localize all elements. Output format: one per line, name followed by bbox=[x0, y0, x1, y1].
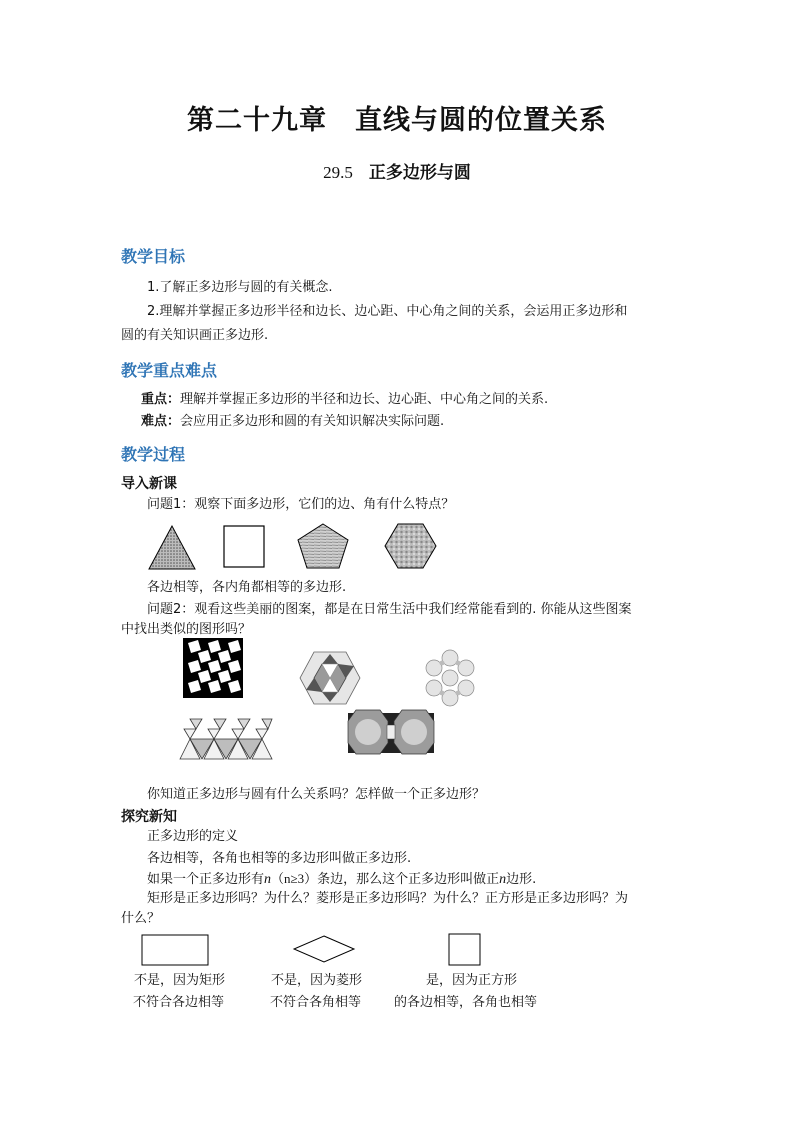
chapter-title: 第二十九章 直线与圆的位置关系 bbox=[187, 105, 607, 136]
objective-2-line2: 圆的有关知识画正多边形. bbox=[121, 328, 269, 343]
pentagon-figure bbox=[298, 524, 348, 568]
caption-rectangle-line2: 不符合各边相等 bbox=[133, 995, 225, 1010]
difficult-text: 会应用正多边形和圆的有关知识解决实际问题. bbox=[180, 414, 445, 429]
caption-square-line2: 的各边相等，各角也相等 bbox=[394, 995, 538, 1010]
definition-title: 正多边形的定义 bbox=[147, 829, 239, 844]
pattern-octagons bbox=[346, 707, 436, 757]
polygon-figures bbox=[140, 520, 460, 576]
keypoints-heading: 教学重点难点 bbox=[121, 361, 218, 380]
n-gon-post: 边形. bbox=[506, 872, 537, 887]
pattern-circles bbox=[420, 648, 480, 708]
triangle-figure bbox=[149, 526, 195, 569]
answer-1: 各边相等，各内角都相等的多边形. bbox=[147, 580, 347, 595]
caption-rhombus-line1: 不是，因为菱形 bbox=[271, 973, 363, 988]
square-figure-2 bbox=[449, 934, 480, 965]
caption-rhombus-line2: 不符合各角相等 bbox=[270, 995, 362, 1010]
rhombus-figure bbox=[294, 936, 354, 962]
objectives-heading: 教学目标 bbox=[121, 247, 186, 266]
caption-rectangle-line1: 不是，因为矩形 bbox=[134, 973, 226, 988]
process-heading: 教学过程 bbox=[121, 445, 186, 464]
n-condition: （n≥3） bbox=[271, 871, 318, 886]
explore-heading: 探究新知 bbox=[121, 809, 177, 825]
definition-text: 各边相等，各角也相等的多边形叫做正多边形. bbox=[147, 851, 412, 866]
question-2-line1: 问题2：观看这些美丽的图案，都是在日常生活中我们经常能看到的. 你能从这些图案 bbox=[147, 602, 632, 617]
key-text: 理解并掌握正多边形的半径和边长、边心距、中心角之间的关系. bbox=[180, 392, 549, 407]
difficult-point bbox=[141, 412, 444, 432]
rectangle-figure bbox=[142, 935, 208, 965]
section-title bbox=[0, 158, 794, 183]
key-point bbox=[141, 390, 548, 410]
question-2-line2: 中找出类似的图形吗？ bbox=[121, 622, 252, 637]
pattern-hexagon-star bbox=[298, 650, 362, 706]
n-gon-pre: 如果一个正多边形有 bbox=[147, 872, 265, 887]
question-3: 你知道正多边形与圆有什么关系吗？怎样做一个正多边形？ bbox=[147, 787, 486, 802]
shape-question-line2: 什么？ bbox=[121, 911, 161, 926]
section-number: 29.5 bbox=[323, 163, 353, 182]
difficult-label: 难点： bbox=[141, 414, 181, 429]
pattern-square-tiles bbox=[183, 638, 243, 698]
intro-heading: 导入新课 bbox=[121, 476, 177, 492]
objective-1: 1.了解正多边形与圆的有关概念. bbox=[147, 280, 333, 295]
key-label: 重点： bbox=[141, 392, 181, 407]
section-name: 正多边形与圆 bbox=[368, 163, 471, 183]
square-figure bbox=[224, 526, 264, 567]
question-1: 问题1：观察下面多边形，它们的边、角有什么特点？ bbox=[147, 497, 455, 512]
n-gon-mid: 条边，那么这个正多边形叫做正 bbox=[317, 872, 500, 887]
shape-figures bbox=[138, 931, 498, 971]
pattern-triangle-strip bbox=[178, 717, 274, 761]
shape-question-line1: 矩形是正多边形吗？为什么？菱形是正多边形吗？为什么？正方形是正多边形吗？为 bbox=[147, 891, 629, 906]
n-variable-2: n bbox=[499, 872, 507, 887]
caption-square-line1: 是，因为正方形 bbox=[426, 973, 518, 988]
n-variable: n bbox=[264, 872, 272, 887]
hexagon-figure bbox=[385, 524, 436, 568]
objective-2-line1: 2.理解并掌握正多边形半径和边长、边心距、中心角之间的关系，会运用正多边形和 bbox=[147, 304, 628, 319]
n-gon-definition bbox=[147, 869, 536, 890]
